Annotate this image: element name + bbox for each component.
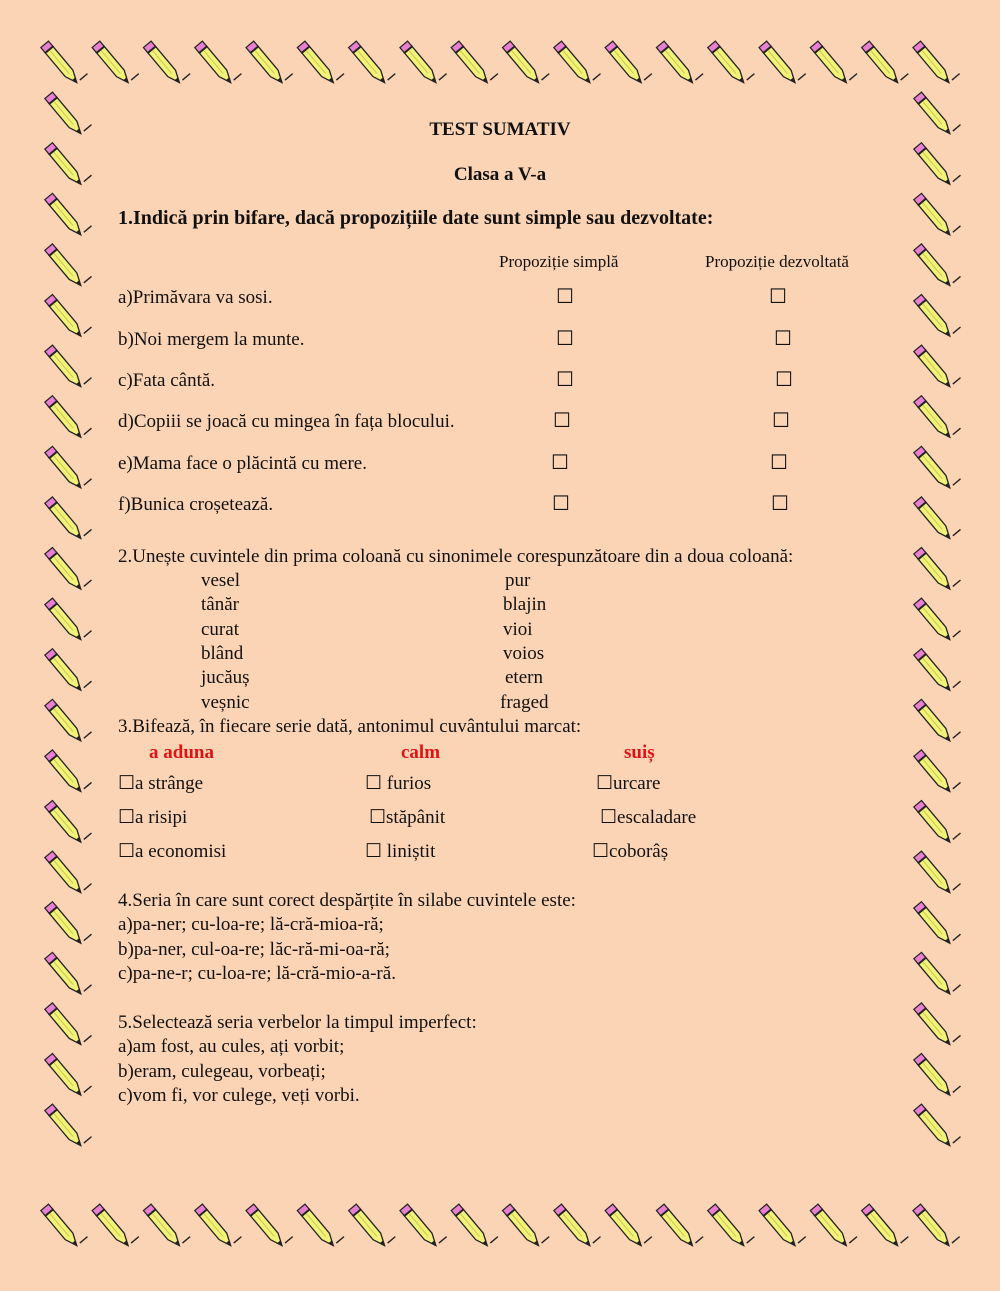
q5-option[interactable]: c)vom fi, vor culege, veți vorbi. [118,1085,360,1106]
q1-item: d)Copiii se joacă cu mingea în fața blocului. [118,411,455,432]
pencil-icon [914,947,961,998]
pencil-icon [246,1198,293,1249]
pencil-icon [503,1198,550,1249]
q2-left-word: tânăr [201,594,239,615]
pencil-icon [45,592,92,643]
q2-left-word: curat [201,619,239,640]
q3-prompt: 3.Bifează, în fiecare serie dată, antonimul cuvântului marcat: [118,716,582,737]
q1-item: e)Mama face o plăcintă cu mere. [118,453,367,474]
pencil-icon [503,35,550,86]
pencil-icon [914,1048,961,1099]
pencil-icon [914,339,961,390]
pencil-icon [913,35,960,86]
pencil-icon [451,1198,498,1249]
page-title: TEST SUMATIV [429,119,571,140]
pencil-icon [45,896,92,947]
pencil-icon [914,1098,961,1149]
pencil-icon [914,542,961,593]
pencil-icon [656,35,703,86]
q3-option[interactable]: ☐ furios [365,773,432,794]
pencil-icon [914,491,961,542]
pencil-icon [246,35,293,86]
pencil-icon [914,744,961,795]
pencil-icon [45,744,92,795]
q3-option[interactable]: ☐a risipi [118,807,188,828]
pencil-icon [45,289,92,340]
q1-checkbox-developed[interactable]: ☐ [774,328,792,350]
q1-prompt: 1.Indică prin bifare, dacă propozițiile date sunt simple sau dezvoltate: [118,207,714,229]
pencil-icon [914,289,961,340]
q2-right-word: voios [503,643,545,664]
pencil-icon [143,35,190,86]
q3-marked-word: a aduna [149,742,214,763]
pencil-icon [45,1098,92,1149]
pencil-icon [45,795,92,846]
q2-right-word: pur [505,570,531,591]
q2-right-word: vioi [503,619,533,640]
pencil-icon [914,795,961,846]
pencil-icon [400,1198,447,1249]
pencil-icon [400,35,447,86]
pencil-icon [45,491,92,542]
pencil-icon [554,35,601,86]
q1-checkbox-developed[interactable]: ☐ [772,410,790,432]
q4-prompt: 4.Seria în care sunt corect despărțite în silabe cuvintele este: [118,890,576,911]
pencil-icon [914,643,961,694]
q3-option[interactable]: ☐stăpânit [369,807,446,828]
pencil-icon [914,997,961,1048]
pencil-icon [810,1198,857,1249]
q2-left-word: jucăuș [201,667,250,688]
q5-prompt: 5.Selectează seria verbelor la timpul imperfect: [118,1012,477,1033]
q3-option[interactable]: ☐coborâș [592,841,669,862]
q5-option[interactable]: b)eram, culegeau, vorbeați; [118,1061,326,1082]
pencil-icon [195,35,242,86]
pencil-icon [45,390,92,441]
q1-item: a)Primăvara va sosi. [118,287,273,308]
pencil-icon [297,1198,344,1249]
q3-option[interactable]: ☐escaladare [600,807,697,828]
pencil-icon [554,1198,601,1249]
pencil-icon [45,845,92,896]
pencil-icon [45,339,92,390]
q1-checkbox-developed[interactable]: ☐ [770,452,788,474]
q1-checkbox-simple[interactable]: ☐ [556,369,574,391]
pencil-icon [759,35,806,86]
pencil-icon [914,845,961,896]
q1-col-simple: Propoziție simplă [499,252,619,271]
pencil-icon [349,35,396,86]
pencil-icon [297,35,344,86]
pencil-icon [349,1198,396,1249]
q1-checkbox-simple[interactable]: ☐ [552,493,570,515]
pencil-icon [810,35,857,86]
pencil-icon [451,35,498,86]
pencil-icon [862,1198,909,1249]
pencil-icon [759,1198,806,1249]
pencil-icon [605,1198,652,1249]
pencil-icon [195,1198,242,1249]
pencil-icon [708,1198,755,1249]
pencil-icon [914,896,961,947]
pencil-icon [862,35,909,86]
pencil-icon [45,1048,92,1099]
q3-option[interactable]: ☐urcare [596,773,661,794]
q2-right-word: etern [505,667,543,688]
pencil-icon [605,35,652,86]
page-subtitle: Clasa a V-a [453,164,547,185]
pencil-icon [45,643,92,694]
pencil-icon [143,1198,190,1249]
q3-option[interactable]: ☐ liniștit [365,841,436,862]
q3-option[interactable]: ☐a economisi [118,841,227,862]
q1-checkbox-developed[interactable]: ☐ [775,369,793,391]
pencil-icon [914,694,961,745]
q2-prompt: 2.Unește cuvintele din prima coloană cu sinonimele corespunzătoare din a doua coloană: [118,546,794,567]
q4-option[interactable]: c)pa-ne-r; cu-loa-re; lă-cră-mio-a-ră. [118,963,396,984]
q2-right-word: blajin [503,594,547,615]
q1-item: b)Noi mergem la munte. [118,329,305,350]
q3-marked-word: suiș [624,742,655,763]
q4-option[interactable]: b)pa-ner, cul-oa-re; lăc-ră-mi-oa-ră; [118,939,390,960]
pencil-icon [45,188,92,239]
q1-checkbox-simple[interactable]: ☐ [553,410,571,432]
q3-option[interactable]: ☐a strânge [118,773,204,794]
pencil-icon [45,694,92,745]
pencil-icon [656,1198,703,1249]
pencil-icon [914,390,961,441]
q1-checkbox-developed[interactable]: ☐ [769,286,787,308]
pencil-icon [45,441,92,492]
q2-left-word: veșnic [201,692,250,713]
pencil-icon [914,188,961,239]
q1-checkbox-simple[interactable]: ☐ [556,286,574,308]
pencil-icon [92,35,139,86]
q5-option[interactable]: a)am fost, au cules, ați vorbit; [118,1036,345,1057]
pencil-icon [45,947,92,998]
q1-item: f)Bunica croșetează. [118,494,274,515]
pencil-icon [45,542,92,593]
q1-checkbox-simple[interactable]: ☐ [551,452,569,474]
q1-checkbox-developed[interactable]: ☐ [771,493,789,515]
pencil-icon [41,35,88,86]
pencil-icon [45,238,92,289]
q1-checkbox-simple[interactable]: ☐ [556,328,574,350]
q4-option[interactable]: a)pa-ner; cu-loa-re; lă-cră-mioa-ră; [118,914,384,935]
q3-marked-word: calm [401,742,441,763]
pencil-icon [914,238,961,289]
q1-item: c)Fata cântă. [118,370,216,391]
pencil-icon [708,35,755,86]
pencil-icon [914,441,961,492]
pencil-icon [45,997,92,1048]
pencil-icon [41,1198,88,1249]
pencil-icon [913,1198,960,1249]
pencil-icon [914,592,961,643]
q2-left-word: blând [201,643,244,664]
pencil-icon [92,1198,139,1249]
q2-left-word: vesel [201,570,241,591]
q1-col-developed: Propoziție dezvoltată [705,252,849,271]
q2-right-word: fraged [500,692,549,713]
